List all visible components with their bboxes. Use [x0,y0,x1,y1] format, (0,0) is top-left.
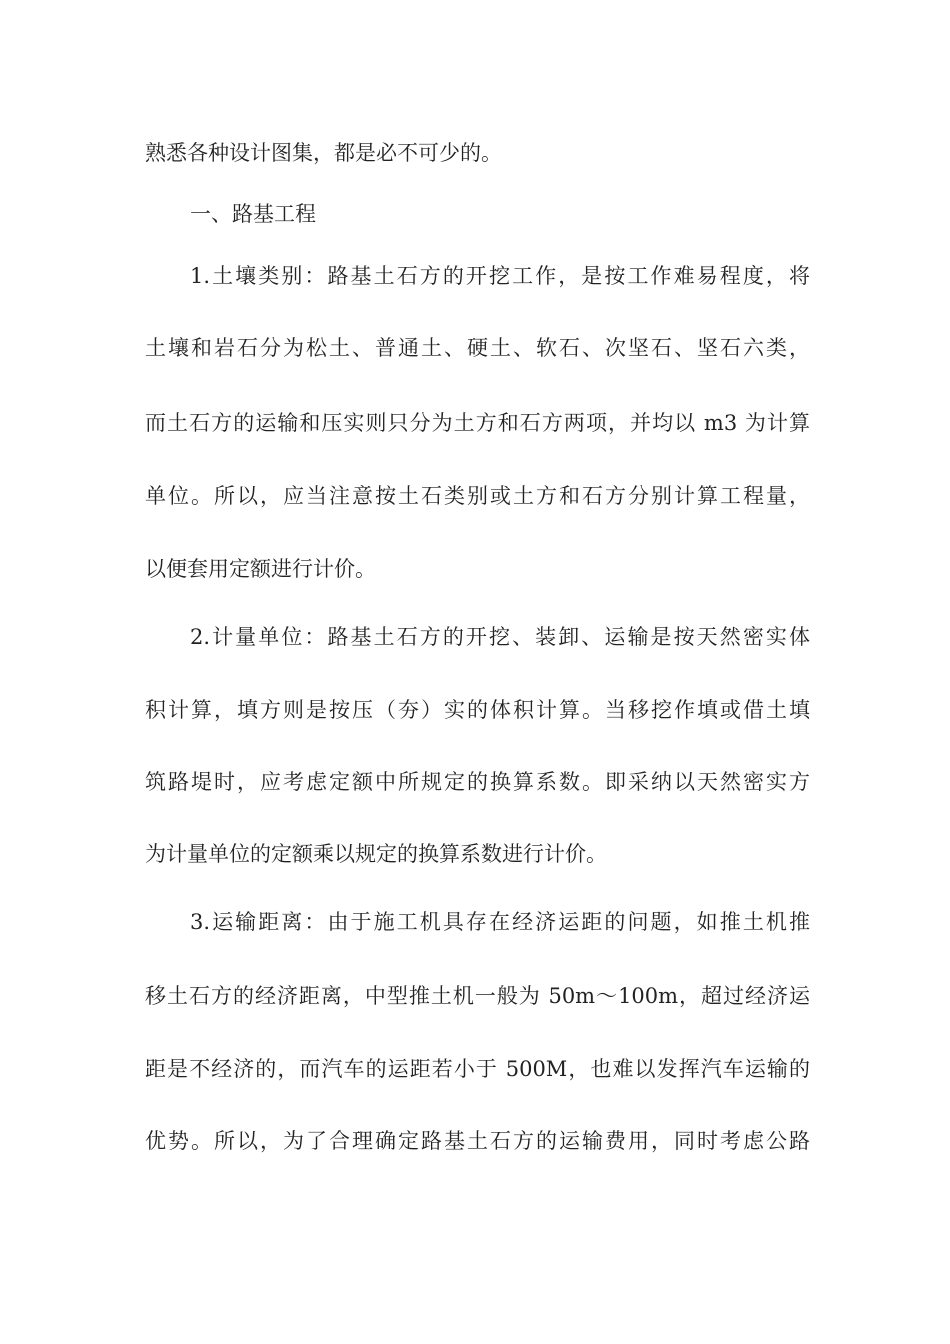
text-line: 2.计量单位：路基土石方的开挖、装卸、运输是按天然密实体 [190,625,810,649]
section-heading: 一、路基工程 [190,202,316,226]
text-line: 土壤和岩石分为松土、普通土、硬土、软石、次坚石、坚石六类， [145,336,810,360]
text-line: 3.运输距离：由于施工机具存在经济运距的问题，如推土机推 [190,910,810,934]
text-line: 熟悉各种设计图集，都是必不可少的。 [145,141,502,165]
text-line: 移土石方的经济距离，中型推土机一般为 50m～100m，超过经济运 [145,984,810,1008]
text-line: 为计量单位的定额乘以规定的换算系数进行计价。 [145,842,607,866]
text-line: 单位。所以，应当注意按土石类别或土方和石方分别计算工程量， [145,484,810,508]
text-line: 积计算，填方则是按压（夯）实的体积计算。当移挖作填或借土填 [145,698,810,722]
text-line: 1.土壤类别：路基土石方的开挖工作，是按工作难易程度，将 [190,264,810,288]
text-line: 距是不经济的，而汽车的运距若小于 500M，也难以发挥汽车运输的 [145,1057,810,1081]
text-line: 而土石方的运输和压实则只分为土方和石方两项，并均以 m3 为计算 [145,411,810,435]
text-line: 筑路堤时，应考虑定额中所规定的换算系数。即采纳以天然密实方 [145,770,810,794]
text-line: 以便套用定额进行计价。 [145,557,376,581]
text-line: 优势。所以，为了合理确定路基土石方的运输费用，同时考虑公路 [145,1129,810,1153]
